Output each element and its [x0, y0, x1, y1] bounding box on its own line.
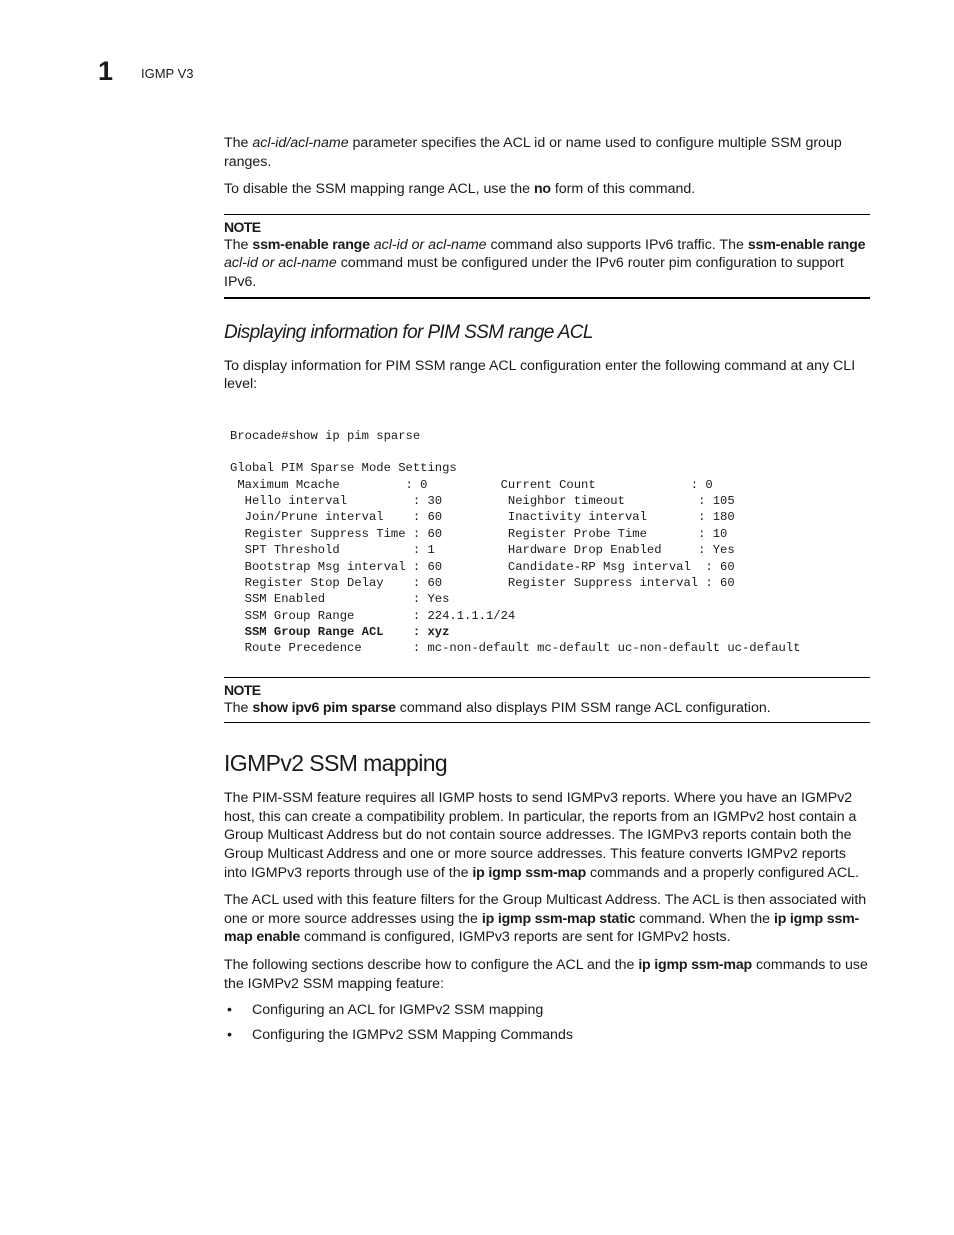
cli-line: Global PIM Sparse Mode Settings: [230, 461, 457, 476]
igmp-paragraph-1: The PIM-SSM feature requires all IGMP hosts to send IGMPv3 reports. Where you have an IGMPv2 host, this can create a compatibility problem. In particular, the reports from an IGMPv2 host contain a Group Multicast Address but do not contain source addresses. The IGMPv3 reports contain both the Group Multicast Address and one or more source addresses. This feature converts IGMPv2 reports into IGMPv3 reports through use of the ip igmp ssm-map commands and a properly configured ACL.: [224, 790, 859, 881]
cli-line: SSM Group Range : 224.1.1.1/24: [230, 608, 516, 623]
bullet-list: [224, 1001, 870, 1044]
list-item: • Configuring the IGMPv2 SSM Mapping Commands: [227, 1026, 573, 1043]
bullet-icon: •: [227, 1002, 232, 1019]
cli-line: [230, 444, 870, 460]
section-heading-igmpv2: IGMPv2 SSM mapping: [224, 750, 448, 777]
intro-paragraph-2: To disable the SSM mapping range ACL, use the no form of this command.: [224, 181, 696, 198]
page-content: [224, 134, 870, 1050]
intro-paragraph-1: The acl-id/acl-name parameter specifies the ACL id or name used to configure multiple SSM group ranges.: [224, 135, 842, 170]
cli-output-block: [230, 428, 870, 657]
cli-line: Bootstrap Msg interval : 60 Candidate-RP Msg interval : 60: [230, 559, 735, 574]
cli-line: SSM Group Range ACL : xyz: [230, 624, 450, 639]
note-label: NOTE: [224, 218, 261, 235]
cli-line: Hello interval : 30 Neighbor timeout : 105: [230, 494, 735, 509]
display-paragraph: To display information for PIM SSM range ACL configuration enter the following command at any CLI level:: [224, 357, 856, 393]
note-box-ipv6: [224, 214, 870, 299]
cli-line: SSM Enabled : Yes: [230, 592, 450, 607]
cli-line: Brocade#show ip pim sparse: [230, 428, 421, 443]
cli-line: Route Precedence : mc-non-default mc-default uc-non-default uc-default: [230, 641, 801, 656]
note-label: NOTE: [224, 681, 261, 698]
chapter-title: IGMP V3: [141, 66, 194, 81]
cli-line: Maximum Mcache : 0 Current Count : 0: [230, 477, 713, 492]
note-box-show-ipv6: [224, 677, 870, 724]
cli-line: SPT Threshold : 1 Hardware Drop Enabled : Yes: [230, 543, 735, 558]
keyword-no: no: [533, 181, 551, 198]
cli-line: Register Suppress Time : 60 Register Probe Time : 10: [230, 526, 728, 541]
cli-line: Join/Prune interval : 60 Inactivity interval : 180: [230, 510, 735, 525]
param-acl-id: acl-id/acl-name: [252, 135, 349, 151]
igmp-paragraph-3: The following sections describe how to configure the ACL and the ip igmp ssm-map commands to use the IGMPv2 SSM mapping feature:: [224, 956, 868, 992]
igmp-paragraph-2: The ACL used with this feature filters for the Group Multicast Address. The ACL is then associated with one or more source addresses using the ip igmp ssm-map static command. When the ip igmp ssm-map enable command is configured, IGMPv3 reports are sent for IGMPv2 hosts.: [224, 892, 867, 946]
section-heading-display: Displaying information for PIM SSM range ACL: [224, 321, 593, 343]
note-text: The show ipv6 pim sparse command also displays PIM SSM range ACL configuration.: [224, 699, 771, 716]
note-text: The ssm-enable range acl-id or acl-name command also supports IPv6 traffic. The ssm-enable range acl-id or acl-name command must be configured under the IPv6 router pim configuration to support IPv6.: [224, 236, 866, 290]
chapter-number: 1: [98, 56, 114, 86]
bullet-icon: •: [227, 1026, 232, 1043]
cli-line: Register Stop Delay : 60 Register Suppress interval : 60: [230, 575, 735, 590]
list-item: • Configuring an ACL for IGMPv2 SSM mapping: [227, 1002, 544, 1019]
